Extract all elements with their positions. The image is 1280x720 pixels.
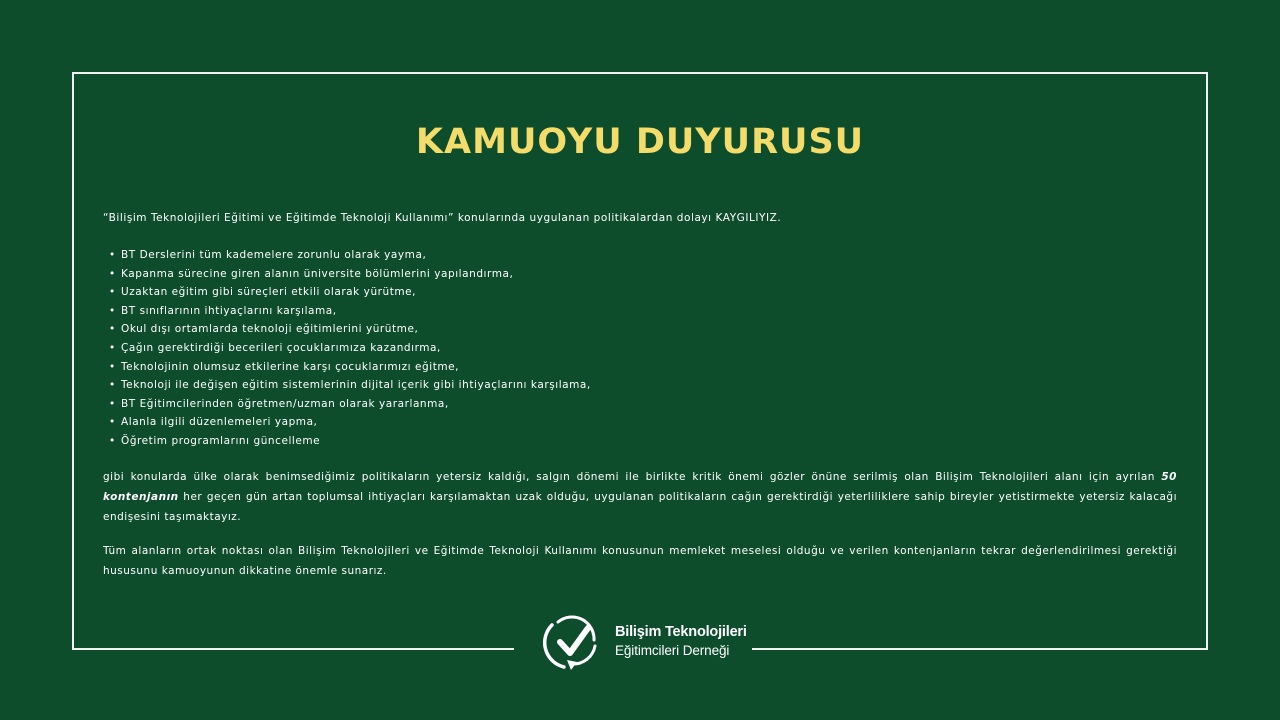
list-item: • BT Derslerini tüm kademelere zorunlu olarak yayma, — [109, 246, 591, 265]
body-paragraph-2: Tüm alanların ortak noktası olan Bilişim Teknolojileri ve Eğitimde Teknoloji Kullanımı konusunun memleket meselesi olduğu ve verilen kontenjanların tekrar değerlendirilmesi gerektiği hususunu kamuoyunun dikkatine önemle sunarız. — [103, 545, 1177, 577]
frame-bottom-left-border — [72, 648, 514, 650]
list-item: • Teknoloji ile değişen eğitim sistemlerinin dijital içerik gibi ihtiyaçlarını karşılama, — [109, 376, 591, 395]
logo-name-line-2: Eğitimcileri Derneği — [615, 643, 730, 658]
paragraph-1-text-end: her geçen gün artan toplumsal ihtiyaçları karşılamaktan uzak olduğu, uygulanan politikaların cağın gerektirdiği yeterliliklere sahip bireyler yetistirmekte yetersiz kalacağı endişesini taşımaktayız. — [103, 491, 1177, 523]
list-item: • BT sınıflarının ihtiyaçlarını karşılama, — [109, 302, 591, 321]
quota-emphasis: 50 kontenjanın — [103, 471, 1177, 503]
check-circle-logo-icon — [540, 612, 606, 672]
frame-bottom-right-border — [752, 648, 1208, 650]
intro-text: “Bilişim Teknolojileri Eğitimi ve Eğitimde Teknoloji Kullanımı” konularında uygulanan politikalardan dolayı KAYGILIYIZ. — [103, 212, 782, 224]
list-item: • Çağın gerektirdiği becerileri çocuklarımıza kazandırma, — [109, 339, 591, 358]
list-item: • Uzaktan eğitim gibi süreçleri etkili olarak yürütme, — [109, 283, 591, 302]
list-item: • Öğretim programlarını güncelleme — [109, 432, 591, 451]
list-item: • Kapanma sürecine giren alanın üniversite bölümlerini yapılandırma, — [109, 265, 591, 284]
frame-top-border — [72, 72, 1208, 74]
list-item: • Teknolojinin olumsuz etkilerine karşı çocuklarımızı eğitme, — [109, 358, 591, 377]
list-item: • BT Eğitimcilerinden öğretmen/uzman olarak yararlanma, — [109, 395, 591, 414]
list-item: • Alanla ilgili düzenlemeleri yapma, — [109, 413, 591, 432]
body-paragraph-1 — [103, 467, 1177, 527]
list-item: • Okul dışı ortamlarda teknoloji eğitimlerini yürütme, — [109, 320, 591, 339]
page-title: KAMUOYU DUYURUSU — [415, 122, 865, 162]
concern-list — [109, 246, 591, 451]
association-logo — [540, 612, 750, 672]
paragraph-1-text-start: gibi konularda ülke olarak benimsediğimiz politikaların yetersiz kaldığı, salgın dönemi ile birlikte kritik önemi gözler önüne serilmiş olan Bilişim Teknolojileri alanı için ayrılan — [103, 471, 1162, 483]
logo-name-line-1: Bilişim Teknolojileri — [615, 624, 747, 640]
